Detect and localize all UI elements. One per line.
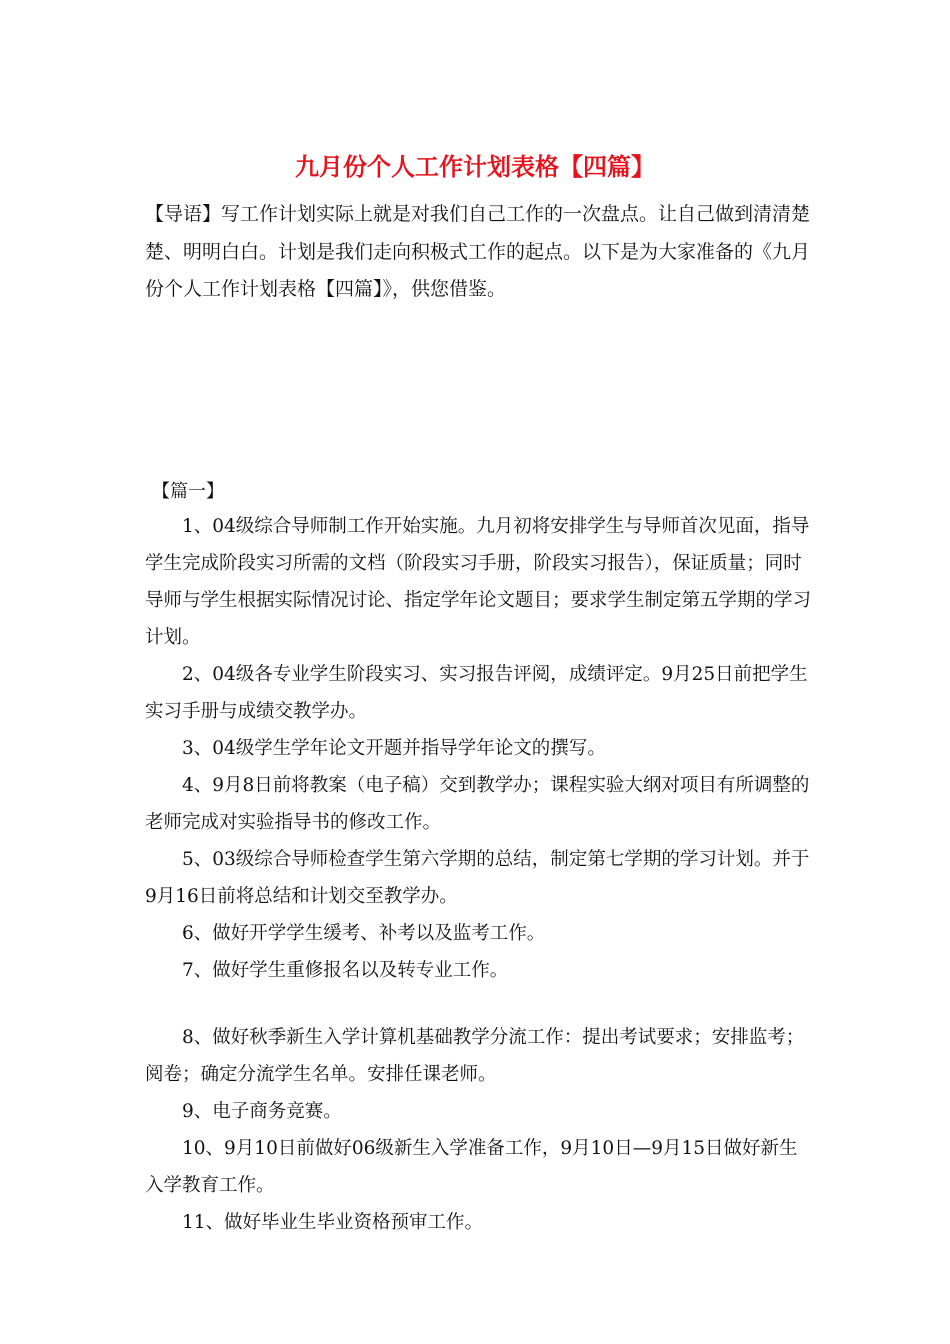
plan-list: [145, 508, 815, 1241]
intro-paragraph: 【导语】写工作计划实际上就是对我们自己工作的一次盘点。让自己做到清清楚楚、明明白白。计划是我们走向积极式工作的起点。以下是为大家准备的《九月份个人工作计划表格【四篇】》，供您借鉴。: [145, 203, 811, 300]
plan-item: 10、9月10日前做好06级新生入学准备工作，9月10日—9月15日做好新生入学教育工作。: [145, 1138, 798, 1196]
plan-item: 9、电子商务竞赛。: [182, 1101, 342, 1122]
plan-item: 1、04级综合导师制工作开始实施。九月初将安排学生与导师首次见面，指导学生完成阶段实习所需的文档（阶段实习手册，阶段实习报告），保证质量；同时导师与学生根据实际情况讨论、指定学年论文题目；要求学生制定第五学期的学习计划。: [145, 516, 812, 648]
plan-item: 4、9月8日前将教案（电子稿）交到教学办；课程实验大纲对项目有所调整的老师完成对实验指导书的修改工作。: [145, 775, 810, 833]
plan-item: 7、做好学生重修报名以及转专业工作。: [182, 960, 509, 981]
section-heading: 【篇一】: [152, 481, 224, 502]
plan-item: 2、04级各专业学生阶段实习、实习报告评阅，成绩评定。9月25日前把学生实习手册与成绩交教学办。: [145, 664, 808, 722]
plan-item: 5、03级综合导师检查学生第六学期的总结，制定第七学期的学习计划。并于9月16日前将总结和计划交至教学办。: [145, 849, 810, 907]
plan-item: 6、做好开学学生缓考、补考以及监考工作。: [182, 923, 546, 944]
document-title: 九月份个人工作计划表格【四篇】: [295, 153, 655, 181]
plan-item: 8、做好秋季新生入学计算机基础教学分流工作：提出考试要求；安排监考；阅卷；确定分流学生名单。安排任课老师。: [145, 1027, 805, 1085]
plan-item: 3、04级学生学年论文开题并指导学年论文的撰写。: [182, 738, 606, 759]
plan-item: 11、做好毕业生毕业资格预审工作。: [182, 1212, 484, 1233]
